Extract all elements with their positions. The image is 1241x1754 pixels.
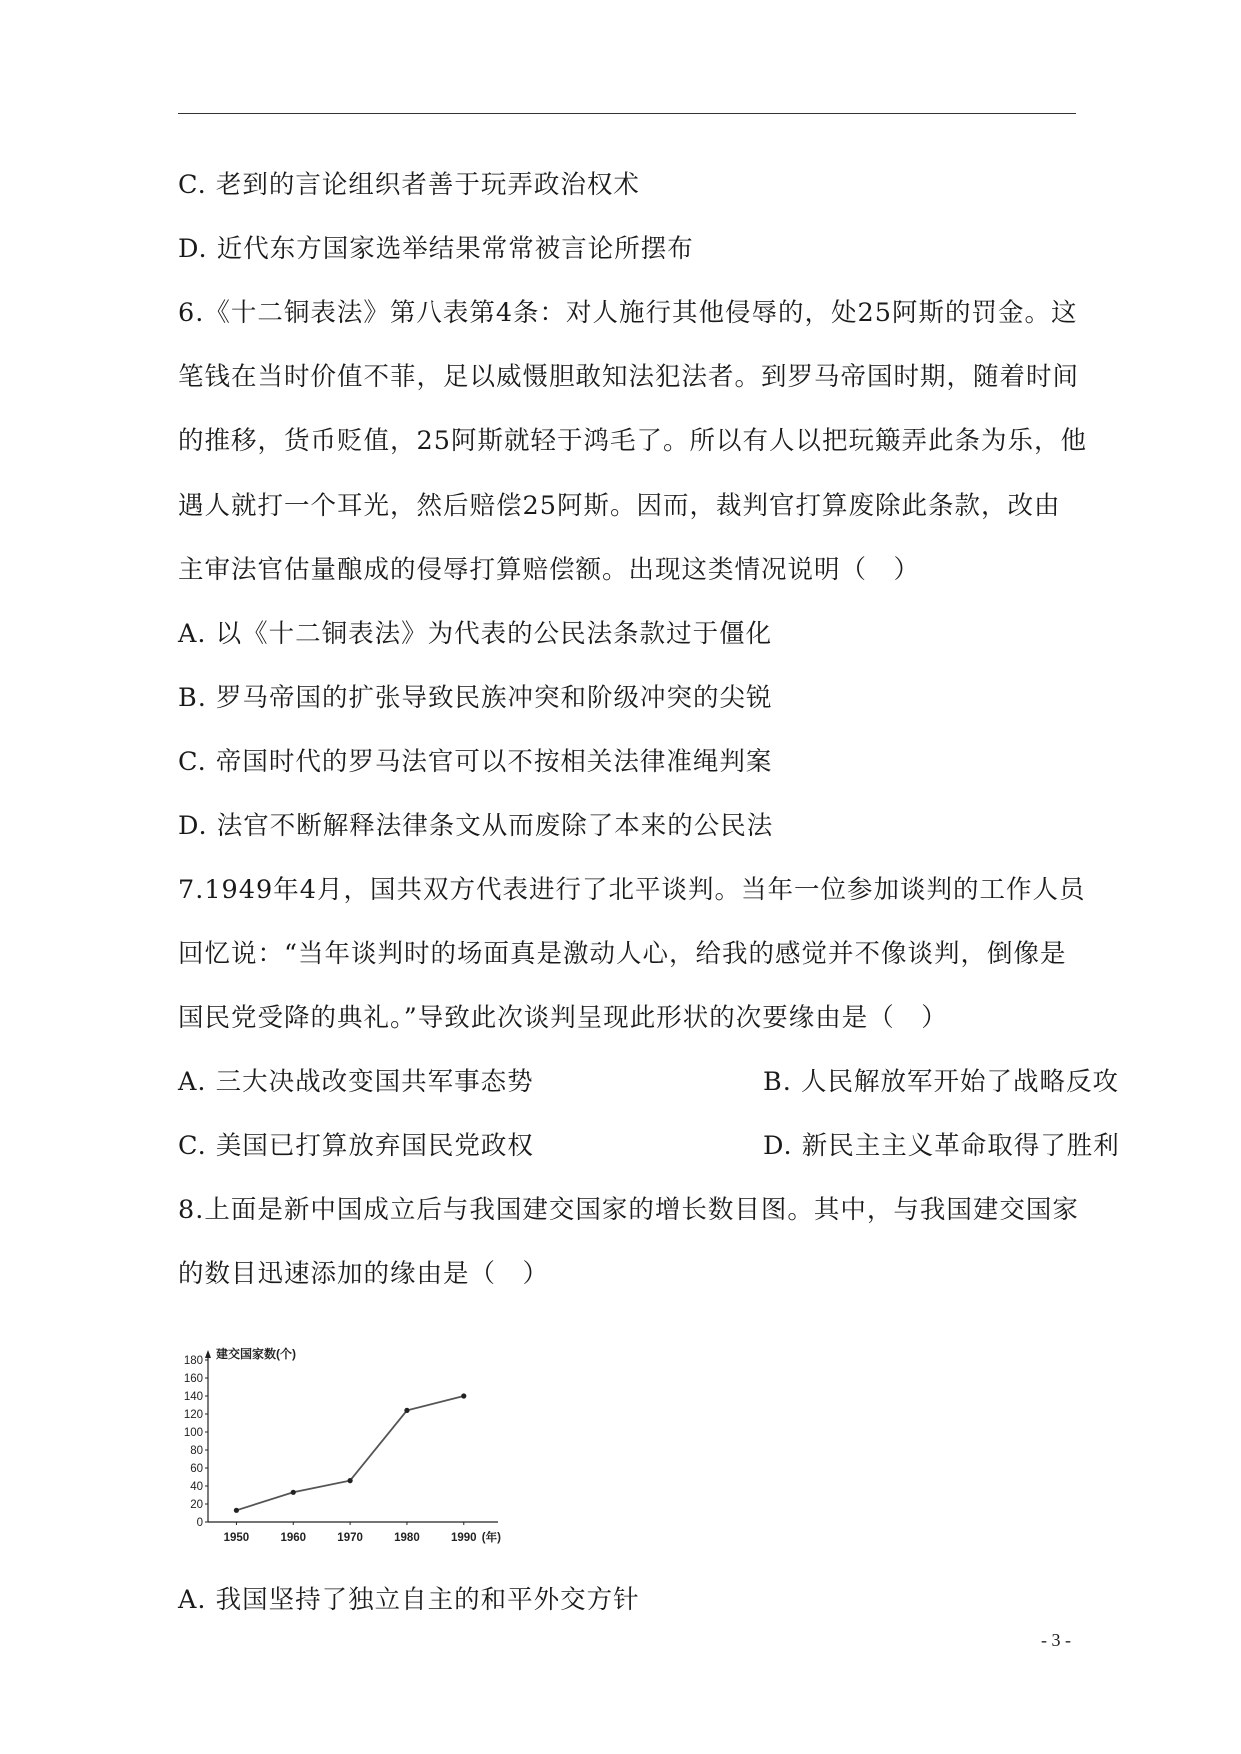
q6-option-c: C. 帝国时代的罗马法官可以不按相关法律准绳判案 (178, 747, 773, 777)
data-point (234, 1508, 239, 1513)
y-tick-label: 60 (190, 1463, 203, 1475)
q5-option-c: C. 老到的言论组织者善于玩弄政治权术 (178, 170, 640, 200)
chart-axes (205, 1346, 498, 1522)
q7-option-row-ab (178, 1065, 1119, 1099)
q7-stem-line: 国民党受降的典礼。”导致此次谈判呈现此形状的次要缘由是（ ） (178, 1003, 948, 1033)
x-tick-label: 1950 (223, 1532, 250, 1544)
y-tick-label: 0 (196, 1517, 203, 1529)
q8-option-a: A. 我国坚持了独立自主的和平外交方针 (178, 1585, 640, 1615)
q8-stem-line: 的数目迅速添加的缘由是（ ） (178, 1259, 550, 1289)
chart-series (234, 1393, 467, 1513)
q7-stem-line: 7.1949年4月，国共双方代表进行了北平谈判。当年一位参加谈判的工作人员 (178, 875, 1086, 905)
q7-option-row-cd (178, 1129, 1120, 1163)
data-point (404, 1408, 409, 1413)
x-tick-label: 1990 (450, 1532, 477, 1544)
q6-option-d: D. 法官不断解释法律条文从而废除了本来的公民法 (178, 811, 774, 841)
q8-stem-line: 8.上面是新中国成立后与我国建交国家的增长数目图。其中，与我国建交国家 (178, 1195, 1079, 1225)
q7-stem-line: 回忆说：“当年谈判时的场面真是激动人心，给我的感觉并不像谈判，倒像是 (178, 939, 1067, 969)
q6-stem-line: 遇人就打一个耳光，然后赔偿25阿斯。因而，裁判官打算废除此条款，改由 (178, 491, 1061, 521)
series-line (236, 1396, 463, 1510)
q7-option-a: A. 三大决战改变国共军事态势 (178, 1067, 534, 1097)
data-point (348, 1478, 353, 1483)
data-point (461, 1393, 466, 1398)
y-tick-label: 40 (190, 1481, 203, 1493)
y-tick-label: 80 (190, 1445, 203, 1457)
y-axis-arrow (205, 1350, 211, 1358)
header-rule (178, 113, 1076, 114)
q7-option-b: B. 人民解放军开始了战略反攻 (763, 1067, 1119, 1097)
q6-stem-line: 6.《十二铜表法》第八表第4条：对人施行其他侵辱的，处25阿斯的罚金。这 (178, 298, 1078, 328)
diplomatic-relations-chart (178, 1330, 540, 1560)
q6-option-a: A. 以《十二铜表法》为代表的公民法条款过于僵化 (178, 619, 773, 649)
page-number: - 3 - (1041, 1630, 1071, 1650)
y-tick-label: 180 (183, 1355, 203, 1367)
q7-option-c: C. 美国已打算放弃国民党政权 (178, 1131, 534, 1161)
data-point (291, 1490, 296, 1495)
q6-stem-line: 笔钱在当时价值不菲，足以威慑胆敢知法犯法者。到罗马帝国时期，随着时间 (178, 362, 1080, 392)
x-tick-label: 1960 (280, 1532, 307, 1544)
y-tick-label: 20 (190, 1499, 203, 1511)
q5-option-d: D. 近代东方国家选举结果常常被言论所摆布 (178, 234, 694, 264)
x-tick-label: 1970 (337, 1532, 363, 1544)
q6-stem-line: 的推移，货币贬值，25阿斯就轻于鸿毛了。所以有人以把玩簸弄此条为乐，他 (178, 426, 1087, 456)
q7-option-d: D. 新民主主义革命取得了胜利 (763, 1131, 1120, 1161)
y-tick-label: 100 (183, 1427, 203, 1439)
y-tick-label: 140 (183, 1391, 203, 1403)
x-tick-label: 1980 (394, 1532, 420, 1544)
q6-stem-line: 主审法官估量酿成的侵辱打算赔偿额。出现这类情况说明（ ） (178, 555, 921, 585)
chart-ticks (184, 1355, 501, 1544)
y-tick-label: 120 (183, 1409, 203, 1421)
x-axis-unit: (年) (481, 1532, 501, 1544)
y-tick-label: 160 (183, 1373, 203, 1385)
q6-option-b: B. 罗马帝国的扩张导致民族冲突和阶级冲突的尖锐 (178, 683, 773, 713)
y-axis-label: 建交国家数(个) (216, 1347, 296, 1361)
